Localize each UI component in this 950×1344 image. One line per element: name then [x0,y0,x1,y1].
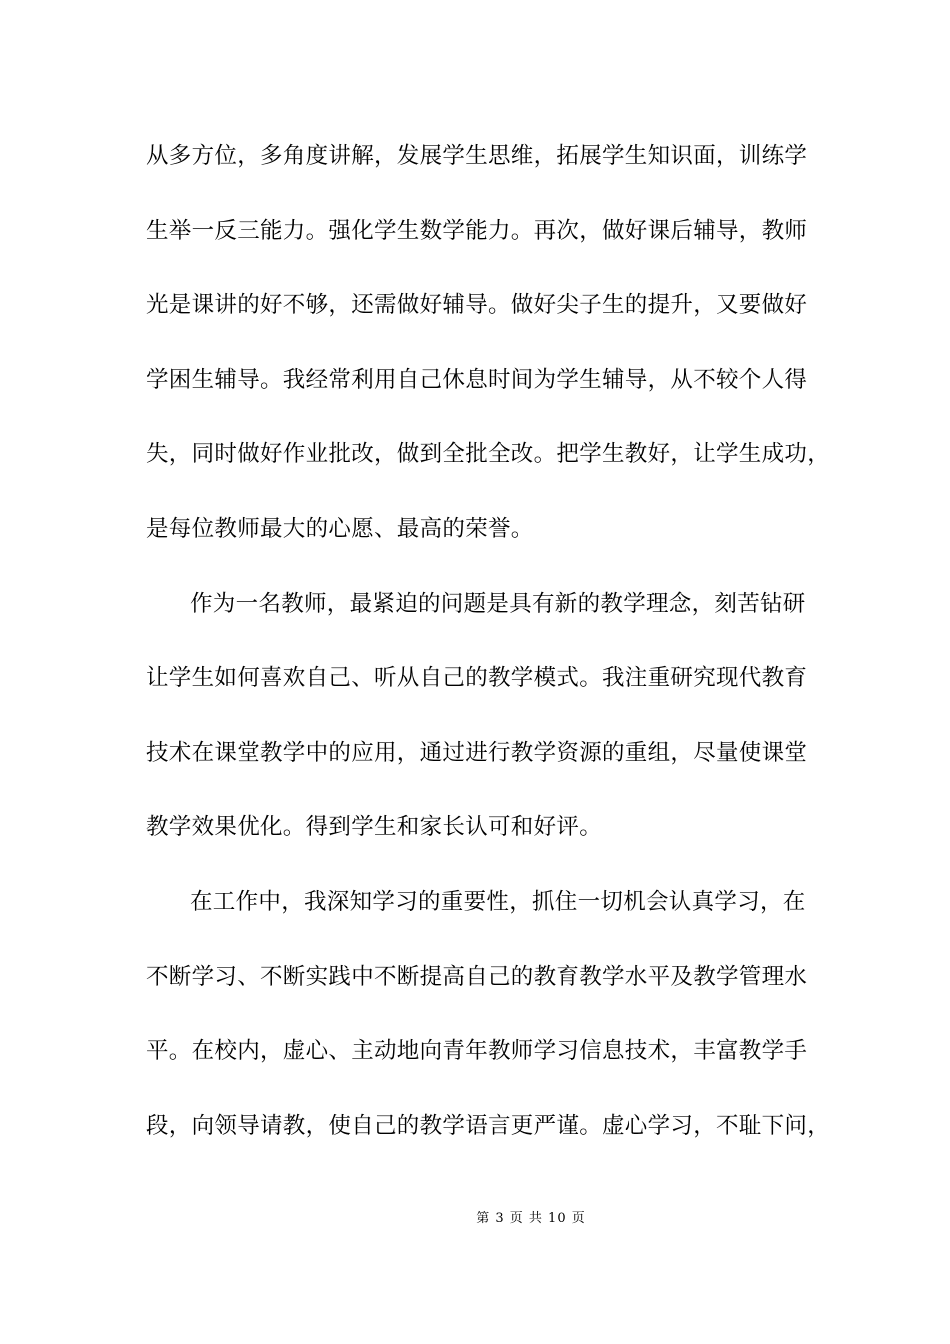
text-line: 在工作中，我深知学习的重要性，抓住一切机会认真学习，在 [190,888,806,915]
text-line: 失，同时做好作业批改，做到全批全改。把学生教好，让学生成功， [146,441,831,468]
text-line: 是每位教师最大的心愿、最高的荣誉。 [146,515,534,542]
text-line: 平。在校内，虚心、主动地向青年教师学习信息技术，丰富教学手 [146,1038,808,1065]
text-line: 生举一反三能力。强化学生数学能力。再次，做好课后辅导，教师 [146,217,808,244]
page-footer [0,1207,950,1226]
text-line: 段，向领导请教，使自己的教学语言更严谨。虚心学习，不耻下问， [146,1112,831,1139]
text-line: 让学生如何喜欢自己、听从自己的教学模式。我注重研究现代教育 [146,665,808,692]
text-line: 技术在课堂教学中的应用，通过进行教学资源的重组，尽量使课堂 [146,739,808,766]
body-text [146,130,831,1174]
text-line: 教学效果优化。得到学生和家长认可和好评。 [146,814,603,841]
text-line: 不断学习、不断实践中不断提高自己的教育教学水平及教学管理水 [146,963,808,990]
text-line: 从多方位，多角度讲解，发展学生思维，拓展学生知识面，训练学 [146,143,808,169]
page-number-label: 第 3 页 共 10 页 [476,1211,586,1226]
text-line: 学困生辅导。我经常利用自己休息时间为学生辅导，从不较个人得 [146,366,808,393]
text-line: 光是课讲的好不够，还需做好辅导。做好尖子生的提升，又要做好 [146,292,808,319]
text-line: 作为一名教师，最紧迫的问题是具有新的教学理念，刻苦钻研 [190,590,806,617]
